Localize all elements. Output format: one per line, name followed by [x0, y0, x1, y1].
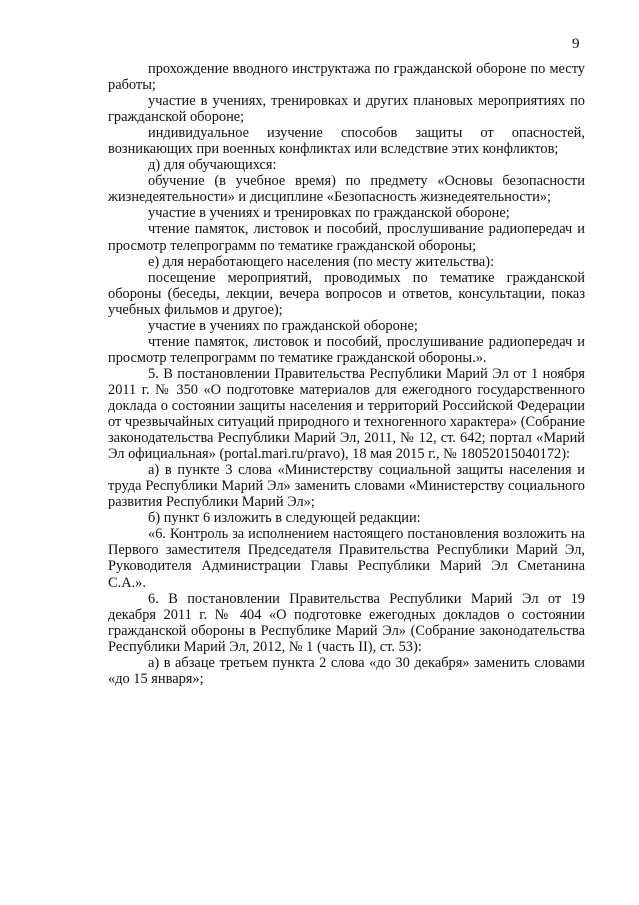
- paragraph: д) для обучающихся:: [148, 157, 277, 174]
- page-number: 9: [572, 36, 580, 52]
- paragraph: участие в учениях и тренировках по гражданской обороне;: [148, 205, 510, 222]
- paragraph: участие в учениях по гражданской обороне;: [148, 317, 418, 334]
- paragraph: е) для неработающего населения (по месту жительства):: [148, 253, 495, 270]
- paragraph: 6. В постановлении Правительства Республики Марий Эл от 19 декабря 2011 г. № 404 «О подготовке ежегодных докладов о состоянии гражданской обороны в Республике Марий Эл» (Собрание законодательства Республики Марий Эл, 2012, № 1 (часть II), ст. 53):: [108, 590, 585, 655]
- document-body: [108, 61, 585, 687]
- paragraph: б) пункт 6 изложить в следующей редакции:: [148, 510, 421, 527]
- paragraph: чтение памяток, листовок и пособий, прослушивание радиопередач и просмотр телепрограмм по тематике гражданской обороны;: [108, 221, 585, 254]
- paragraph: обучение (в учебное время) по предмету «Основы безопасности жизнедеятельности» и дисциплине «Безопасность жизнедеятельности»;: [108, 173, 585, 206]
- paragraph: участие в учениях, тренировках и других плановых мероприятиях по гражданской обороне;: [108, 93, 585, 126]
- paragraph: а) в пункте 3 слова «Министерству социальной защиты населения и труда Республики Марий Эл» заменить словами «Министерству социального развития Республики Марий Эл»;: [108, 462, 585, 511]
- paragraph: индивидуальное изучение способов защиты от опасностей, возникающих при военных конфликтах или вследствие этих конфликтов;: [108, 125, 585, 158]
- paragraph: а) в абзаце третьем пункта 2 слова «до 30 декабря» заменить словами «до 15 января»;: [108, 654, 585, 687]
- paragraph: 5. В постановлении Правительства Республики Марий Эл от 1 ноября 2011 г. № 350 «О подготовке материалов для ежегодного государственного доклада о состоянии защиты населения и территорий Российской Федерации от чрезвычайных ситуаций природного и техногенного характера» (Собрание законодательства Республики Марий Эл, 2011, № 12, ст. 642; портал «Марий Эл официальная» (portal.mari.ru/pravo), 18 мая 2015 г., № 18052015040172):: [108, 365, 585, 463]
- paragraph: «6. Контроль за исполнением настоящего постановления возложить на Первого заместителя Председателя Правительства Республики Марий Эл, Руководителя Администрации Главы Республики Марий Эл Сметанина С.А.».: [108, 526, 585, 591]
- paragraph: чтение памяток, листовок и пособий, прослушивание радиопередач и просмотр телепрограмм по тематике гражданской обороны.».: [108, 333, 585, 366]
- paragraph: прохождение вводного инструктажа по гражданской обороне по месту работы;: [108, 61, 585, 94]
- paragraph: посещение мероприятий, проводимых по тематике гражданской обороны (беседы, лекции, вечера вопросов и ответов, консультации, показ учебных фильмов и другое);: [108, 269, 585, 318]
